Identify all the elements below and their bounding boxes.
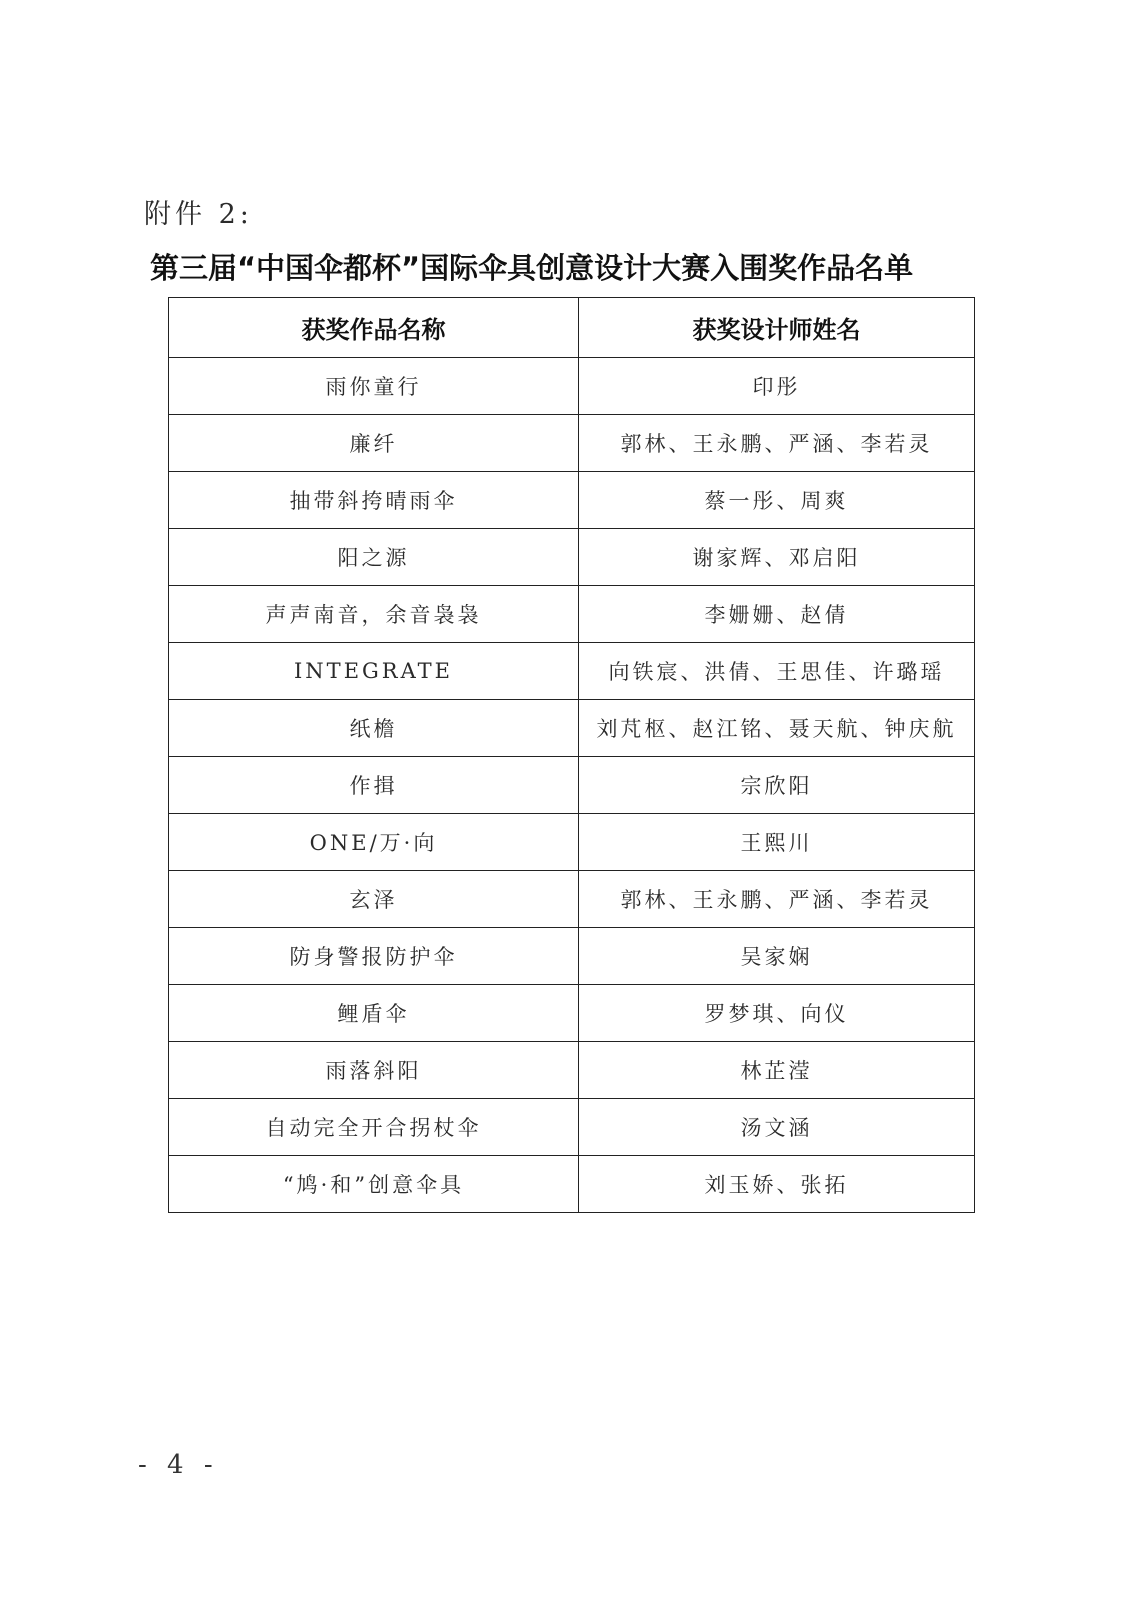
designer-names-cell: 林芷滢 — [579, 1042, 975, 1099]
work-title-cell: 声声南音，余音袅袅 — [169, 586, 579, 643]
work-title-cell: INTEGRATE — [169, 643, 579, 700]
table-row — [169, 700, 975, 757]
table-row — [169, 1042, 975, 1099]
table-row — [169, 586, 975, 643]
table-row — [169, 472, 975, 529]
work-title-cell: 雨你童行 — [169, 358, 579, 415]
designer-names-cell: 吴家娴 — [579, 928, 975, 985]
work-title-cell: ONE/万·向 — [169, 814, 579, 871]
table-row — [169, 415, 975, 472]
work-title-cell: 防身警报防护伞 — [169, 928, 579, 985]
table-row — [169, 643, 975, 700]
award-list-table — [168, 297, 975, 1213]
page-number: - 4 - — [138, 1450, 219, 1480]
designer-names-cell: 汤文涵 — [579, 1099, 975, 1156]
table-row — [169, 1156, 975, 1213]
designer-names-cell: 向铁宸、洪倩、王思佳、许璐瑶 — [579, 643, 975, 700]
work-title-cell: “鸠·和”创意伞具 — [169, 1156, 579, 1213]
work-title-cell: 抽带斜挎晴雨伞 — [169, 472, 579, 529]
column-header-designer-names: 获奖设计师姓名 — [579, 298, 975, 358]
document-title: 第三届“中国伞都杯”国际伞具创意设计大赛入围奖作品名单 — [150, 251, 914, 285]
table-row — [169, 928, 975, 985]
work-title-cell: 廉纤 — [169, 415, 579, 472]
designer-names-cell: 谢家辉、邓启阳 — [579, 529, 975, 586]
work-title-cell: 自动完全开合拐杖伞 — [169, 1099, 579, 1156]
table-row — [169, 757, 975, 814]
table-row — [169, 871, 975, 928]
designer-names-cell: 王熙川 — [579, 814, 975, 871]
designer-names-cell: 刘玉娇、张拓 — [579, 1156, 975, 1213]
table-body — [169, 358, 975, 1213]
designer-names-cell: 郭林、王永鹏、严涵、李若灵 — [579, 871, 975, 928]
work-title-cell: 雨落斜阳 — [169, 1042, 579, 1099]
work-title-cell: 玄泽 — [169, 871, 579, 928]
designer-names-cell: 印彤 — [579, 358, 975, 415]
designer-names-cell: 郭林、王永鹏、严涵、李若灵 — [579, 415, 975, 472]
work-title-cell: 鲤盾伞 — [169, 985, 579, 1042]
designer-names-cell: 宗欣阳 — [579, 757, 975, 814]
work-title-cell: 作揖 — [169, 757, 579, 814]
attachment-label: 附件 2: — [144, 199, 253, 230]
table-row — [169, 1099, 975, 1156]
designer-names-cell: 刘芃枢、赵江铭、聂天航、钟庆航 — [579, 700, 975, 757]
column-header-work-title: 获奖作品名称 — [169, 298, 579, 358]
work-title-cell: 阳之源 — [169, 529, 579, 586]
table-row — [169, 814, 975, 871]
table-row — [169, 985, 975, 1042]
work-title-cell: 纸檐 — [169, 700, 579, 757]
designer-names-cell: 蔡一彤、周爽 — [579, 472, 975, 529]
designer-names-cell: 罗梦琪、向仪 — [579, 985, 975, 1042]
designer-names-cell: 李姗姗、赵倩 — [579, 586, 975, 643]
table-row — [169, 529, 975, 586]
table-header-row — [169, 298, 975, 358]
table-row — [169, 358, 975, 415]
